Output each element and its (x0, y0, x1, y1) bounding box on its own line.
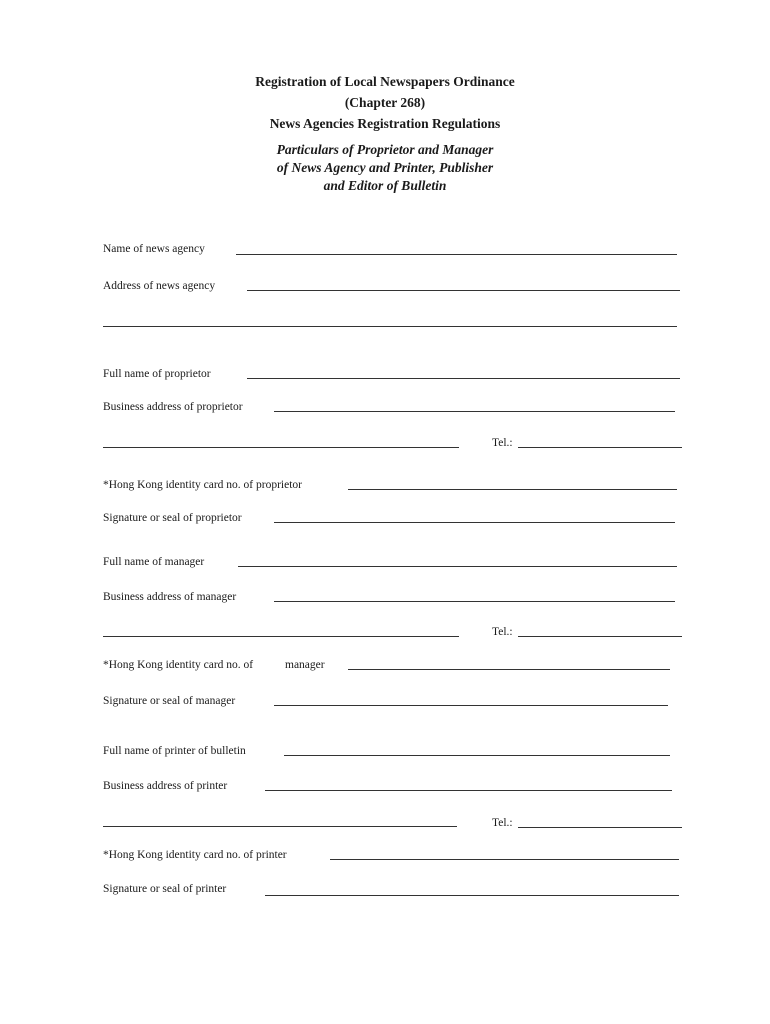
business-address-of-printer-field-line-2[interactable] (103, 826, 457, 827)
manager-tel-field[interactable] (518, 636, 682, 637)
printer-tel-label: Tel.: (492, 817, 513, 829)
hkid-printer-field[interactable] (330, 859, 679, 860)
address-of-news-agency-label: Address of news agency (103, 280, 216, 292)
full-name-of-manager-field[interactable] (238, 566, 677, 567)
business-address-of-manager-field-line-2[interactable] (103, 636, 459, 637)
full-name-of-proprietor-label: Full name of proprietor (103, 368, 211, 380)
signature-manager-label: Signature or seal of manager (103, 695, 236, 707)
address-of-news-agency-field[interactable] (247, 290, 680, 291)
hkid-manager-label-suffix: manager (285, 659, 325, 671)
business-address-of-proprietor-field[interactable] (274, 411, 675, 412)
signature-proprietor-field[interactable] (274, 522, 675, 523)
document-subtitle (0, 141, 770, 195)
signature-printer-label: Signature or seal of printer (103, 883, 227, 895)
business-address-of-manager-label: Business address of manager (103, 591, 237, 603)
subtitle-line-2: of News Agency and Printer, Publisher (276, 160, 494, 175)
signature-manager-field[interactable] (274, 705, 668, 706)
document-title (0, 71, 770, 134)
address-of-news-agency-field-line-2[interactable] (103, 326, 677, 327)
proprietor-tel-field[interactable] (518, 447, 682, 448)
hkid-printer-label: *Hong Kong identity card no. of printer (103, 849, 287, 861)
name-of-news-agency-label: Name of news agency (103, 243, 205, 255)
business-address-of-manager-field[interactable] (274, 601, 675, 602)
subtitle-line-1: Particulars of Proprietor and Manager (276, 142, 494, 157)
hkid-proprietor-field[interactable] (348, 489, 677, 490)
subtitle-line-3: and Editor of Bulletin (323, 178, 447, 193)
business-address-of-proprietor-field-line-2[interactable] (103, 447, 459, 448)
signature-proprietor-label: Signature or seal of proprietor (103, 512, 242, 524)
name-of-news-agency-field[interactable] (236, 254, 677, 255)
full-name-of-printer-label: Full name of printer of bulletin (103, 745, 246, 757)
business-address-of-printer-label: Business address of printer (103, 780, 228, 792)
proprietor-tel-label: Tel.: (492, 437, 513, 449)
hkid-manager-label: *Hong Kong identity card no. of (103, 659, 254, 671)
printer-tel-field[interactable] (518, 827, 682, 828)
signature-printer-field[interactable] (265, 895, 679, 896)
manager-tel-label: Tel.: (492, 626, 513, 638)
hkid-manager-field[interactable] (348, 669, 670, 670)
title-line-regulations: News Agencies Registration Regulations (269, 116, 501, 131)
full-name-of-printer-field[interactable] (284, 755, 670, 756)
title-line-chapter: (Chapter 268) (344, 95, 426, 110)
full-name-of-proprietor-field[interactable] (247, 378, 680, 379)
title-line-ordinance: Registration of Local Newspapers Ordinance (255, 74, 515, 89)
business-address-of-proprietor-label: Business address of proprietor (103, 401, 243, 413)
hkid-proprietor-label: *Hong Kong identity card no. of proprietor (103, 479, 302, 491)
full-name-of-manager-label: Full name of manager (103, 556, 205, 568)
business-address-of-printer-field[interactable] (265, 790, 672, 791)
